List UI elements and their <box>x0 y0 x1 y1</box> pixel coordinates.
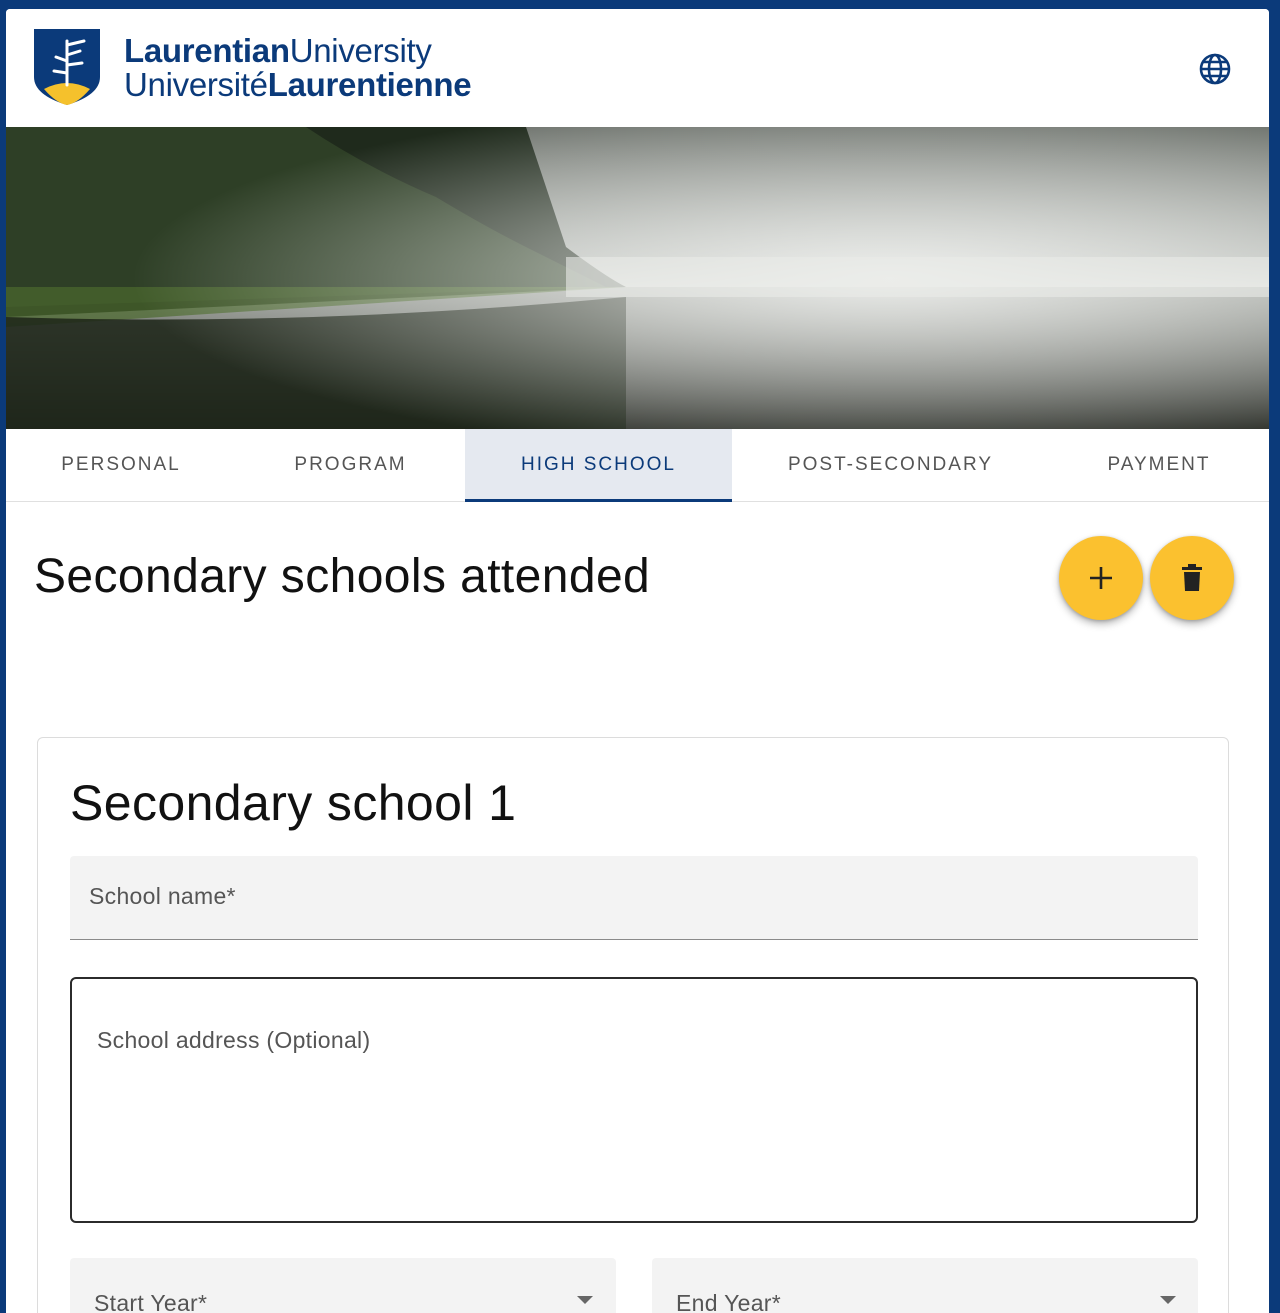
secondary-school-card <box>37 737 1229 1313</box>
school-address-field[interactable] <box>70 977 1198 1223</box>
chevron-down-icon <box>1160 1296 1176 1304</box>
start-year-select[interactable] <box>70 1258 616 1313</box>
school-address-label: School address (Optional) <box>97 1027 371 1053</box>
tab-personal[interactable]: PERSONAL <box>61 454 181 475</box>
logo-laurentienne: Laurentienne <box>267 65 472 103</box>
trash-icon <box>1180 564 1204 592</box>
school-name-label: School name* <box>89 883 236 909</box>
end-year-label: End Year* <box>676 1290 782 1313</box>
tab-payment[interactable]: PAYMENT <box>1107 454 1211 475</box>
card-title: Secondary school 1 <box>70 775 517 831</box>
shield-icon <box>32 27 102 107</box>
logo-wordmark <box>124 31 472 103</box>
header <box>6 9 1269 127</box>
lake-mist-photo <box>6 127 1269 429</box>
chevron-down-icon <box>577 1296 593 1304</box>
plus-icon <box>1088 565 1114 591</box>
logo-university: University <box>289 31 432 69</box>
step-tabs <box>6 429 1269 502</box>
tab-high-school[interactable]: HIGH SCHOOL <box>465 429 732 501</box>
logo-universite: Université <box>124 65 268 103</box>
school-name-field[interactable] <box>70 856 1198 940</box>
logo-laurentian: Laurentian <box>124 31 290 69</box>
add-school-button[interactable] <box>1059 536 1143 620</box>
logo-line-french <box>124 65 472 103</box>
app-frame <box>6 9 1269 1313</box>
globe-icon[interactable] <box>1197 51 1233 87</box>
page-title: Secondary schools attended <box>34 550 651 603</box>
logo-line-english <box>124 31 471 69</box>
end-year-select[interactable] <box>652 1258 1198 1313</box>
hero-banner-image <box>6 127 1269 429</box>
delete-school-button[interactable] <box>1150 536 1234 620</box>
university-logo[interactable] <box>32 27 471 107</box>
start-year-label: Start Year* <box>94 1290 208 1313</box>
tab-program[interactable]: PROGRAM <box>294 454 407 475</box>
tab-post-secondary[interactable]: POST-SECONDARY <box>787 454 994 475</box>
